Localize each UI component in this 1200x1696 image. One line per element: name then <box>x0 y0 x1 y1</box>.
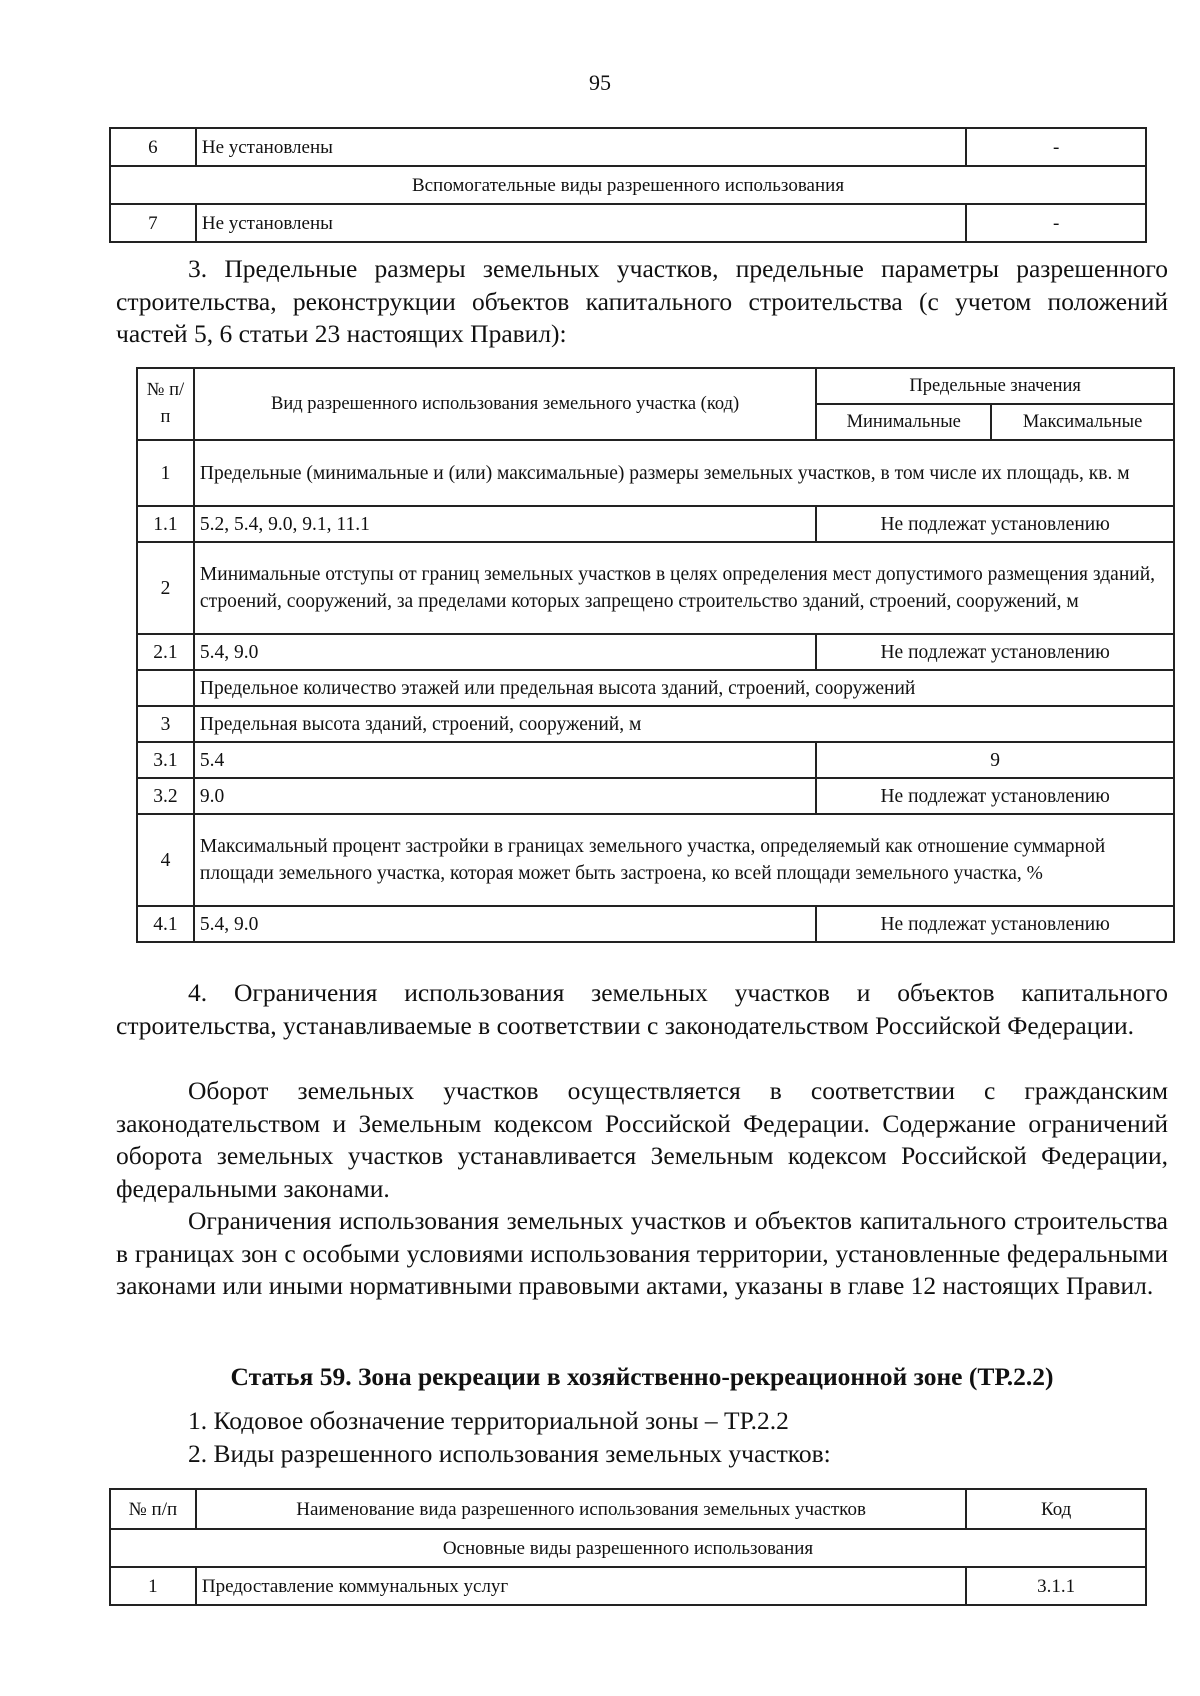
row-text: Максимальный процент застройки в границах земельного участка, определяемый как отношение суммарной площади земельного участка, которая может быть застроена, ко всей площади земельного участка, % <box>194 814 1174 906</box>
section-4-paragraph-3: Ограничения использования земельных участков и объектов капитального строительства в границах зон с особыми условиями использования территории, установленные федеральными законами или иными нормативными правовыми актами, указаны в главе 12 настоящих Правил. <box>116 1206 1168 1300</box>
header-max: Максимальные <box>991 404 1174 440</box>
header-limit-values: Предельные значения <box>816 368 1174 404</box>
row-text: Предельная высота зданий, строений, сооружений, м <box>194 706 1174 742</box>
row-number: 4 <box>137 814 194 906</box>
header-min: Минимальные <box>816 404 991 440</box>
row-codes: 5.4, 9.0 <box>194 634 816 670</box>
table-row <box>137 634 1174 670</box>
header-number: № п/п <box>137 368 194 440</box>
row-number: 1 <box>110 1567 196 1605</box>
article-heading: Статья 59. Зона рекреации в хозяйственно-рекреационной зоне (ТР.2.2) <box>230 1362 1054 1391</box>
table-row <box>137 742 1174 778</box>
section-row <box>110 1529 1146 1567</box>
row-number: 7 <box>110 204 196 242</box>
row-text: Минимальные отступы от границ земельных участков в целях определения мест допустимого размещения зданий, строений, сооружений, за пределами которых запрещено строительство зданий, строений, сооружений, м <box>194 542 1174 634</box>
limits-table <box>136 367 1175 943</box>
header-code: Код <box>966 1489 1146 1529</box>
header-number: № п/п <box>110 1489 196 1529</box>
header-use-type: Вид разрешенного использования земельного участка (код) <box>194 368 816 440</box>
row-codes: 5.4 <box>194 742 816 778</box>
row-number <box>137 670 194 706</box>
row-codes: 9.0 <box>194 778 816 814</box>
table-row <box>137 906 1174 942</box>
row-number: 1 <box>137 440 194 506</box>
permitted-use-table <box>109 1488 1147 1606</box>
row-number: 2 <box>137 542 194 634</box>
table-row <box>110 204 1146 242</box>
row-number: 1.1 <box>137 506 194 542</box>
row-codes: 5.4, 9.0 <box>194 906 816 942</box>
table-row <box>137 670 1174 706</box>
section-title: Основные виды разрешенного использования <box>110 1529 1146 1567</box>
table-row <box>137 506 1174 542</box>
row-value: Не подлежат установлению <box>816 778 1174 814</box>
row-text: Предельное количество этажей или предельная высота зданий, строений, сооружений <box>194 670 1174 706</box>
row-number: 2.1 <box>137 634 194 670</box>
use-name: Предоставление коммунальных услуг <box>196 1567 966 1605</box>
table-row <box>137 542 1174 634</box>
use-code: - <box>966 128 1146 166</box>
page-number: 95 <box>589 70 611 95</box>
use-name: Не установлены <box>196 204 967 242</box>
table-row <box>137 814 1174 906</box>
row-value: Не подлежат установлению <box>816 506 1174 542</box>
section-3-paragraph: 3. Предельные размеры земельных участков, предельные параметры разрешенного строительства, реконструкции объектов капитального строительства (с учетом положений частей 5, 6 статьи 23 настоящих Правил): <box>116 254 1168 348</box>
article-item-1: 1. Кодовое обозначение территориальной зоны – ТР.2.2 <box>188 1406 789 1435</box>
row-number: 3 <box>137 706 194 742</box>
table-header-row <box>137 368 1174 404</box>
row-number: 4.1 <box>137 906 194 942</box>
table-row <box>110 1567 1146 1605</box>
table-row <box>137 440 1174 506</box>
header-use-name: Наименование вида разрешенного использования земельных участков <box>196 1489 966 1529</box>
row-value: Не подлежат установлению <box>816 634 1174 670</box>
use-code: 3.1.1 <box>966 1567 1146 1605</box>
row-number: 3.2 <box>137 778 194 814</box>
section-row <box>110 166 1146 204</box>
section-4-paragraph-1: 4. Ограничения использования земельных участков и объектов капитального строительства, устанавливаемые в соответствии с законодательством Российской Федерации. <box>116 978 1168 1040</box>
row-text: Предельные (минимальные и (или) максимальные) размеры земельных участков, в том числе их площадь, кв. м <box>194 440 1174 506</box>
article-item-2: 2. Виды разрешенного использования земельных участков: <box>188 1439 831 1468</box>
section-title: Вспомогательные виды разрешенного использования <box>110 166 1146 204</box>
table-row <box>110 128 1146 166</box>
table-row <box>137 778 1174 814</box>
row-value: Не подлежат установлению <box>816 906 1174 942</box>
table-header-row <box>110 1489 1146 1529</box>
use-name: Не установлены <box>196 128 967 166</box>
table-row <box>137 706 1174 742</box>
row-codes: 5.2, 5.4, 9.0, 9.1, 11.1 <box>194 506 816 542</box>
row-number: 3.1 <box>137 742 194 778</box>
section-4-paragraph-2: Оборот земельных участков осуществляется в соответствии с гражданским законодательством и Земельным кодексом Российской Федерации. Содержание ограничений оборота земельных участков устанавливается Земельным кодексом Российской Федерации, федеральными законами. <box>116 1076 1168 1203</box>
permitted-use-table-continued <box>109 127 1147 243</box>
use-code: - <box>966 204 1146 242</box>
row-value: 9 <box>816 742 1174 778</box>
row-number: 6 <box>110 128 196 166</box>
